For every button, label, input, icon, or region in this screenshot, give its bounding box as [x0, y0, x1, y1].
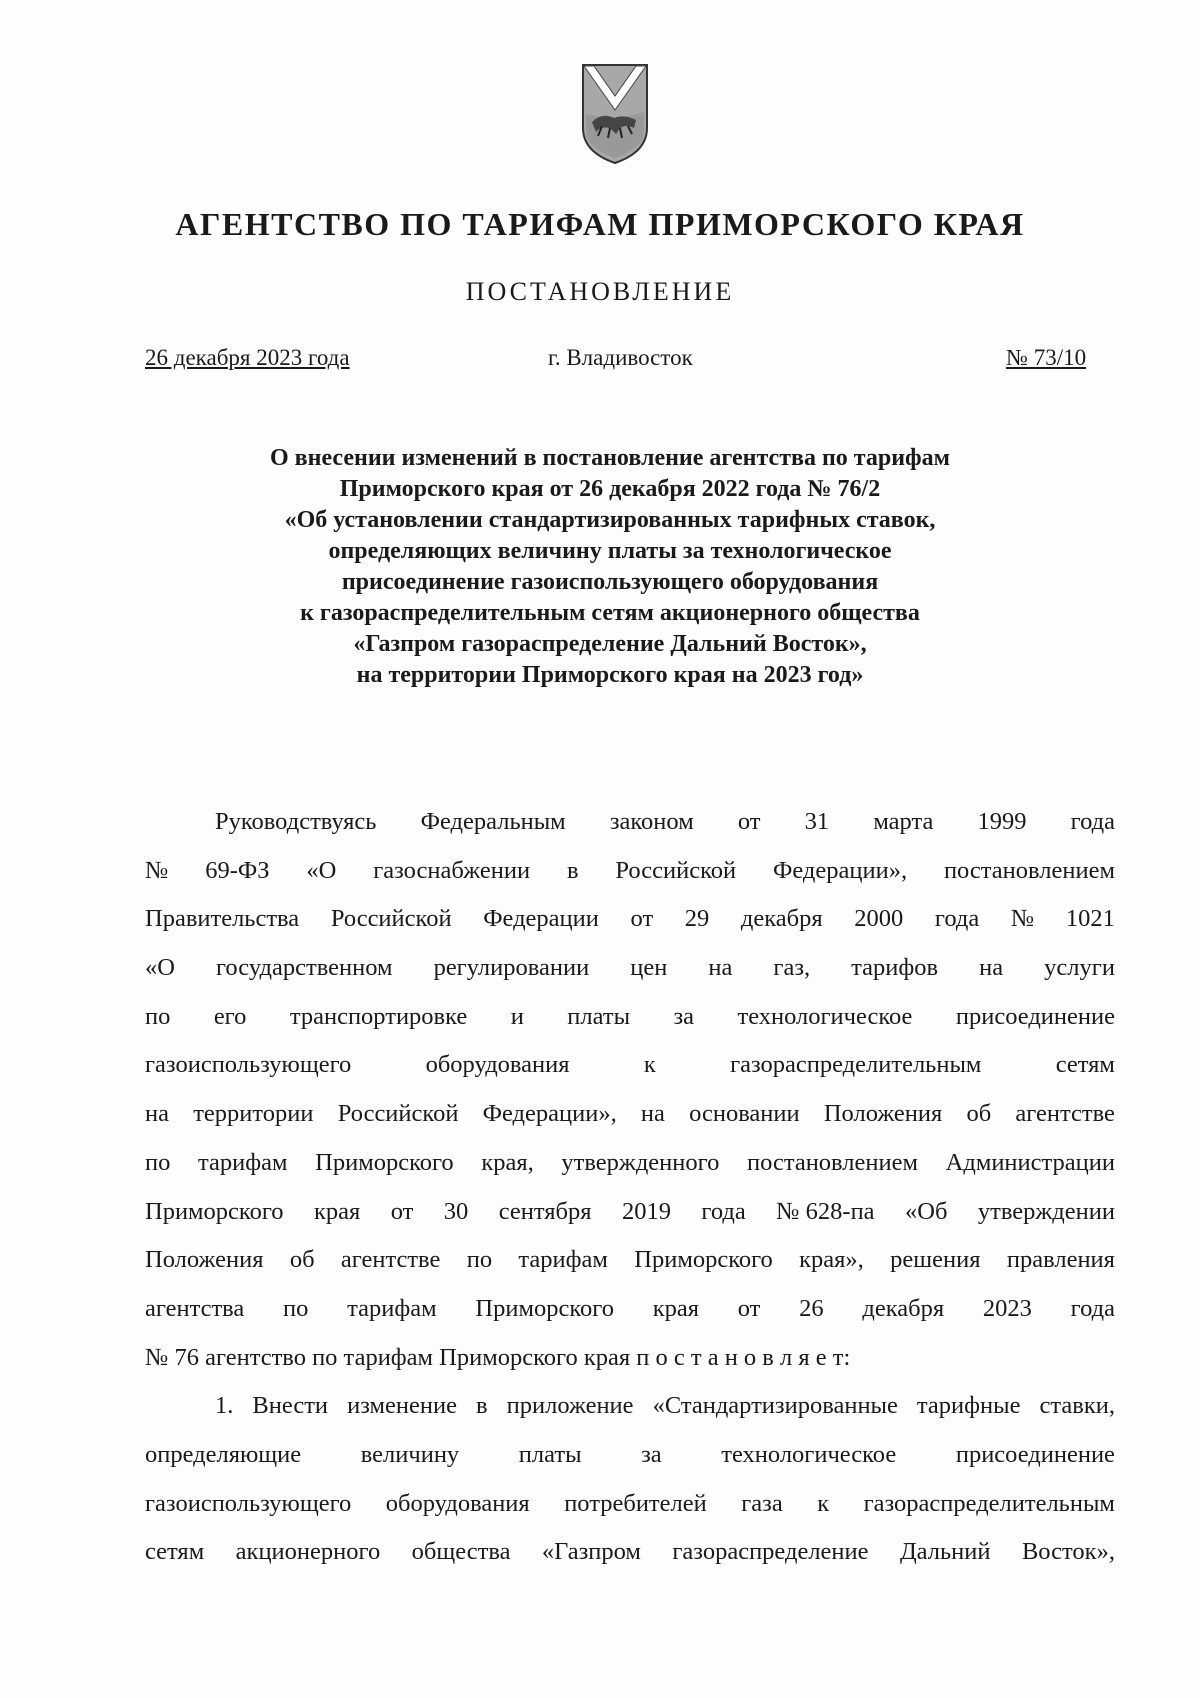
- body-word: технологическое: [721, 1440, 897, 1468]
- body-word: края,: [481, 1148, 534, 1176]
- body-word: 1999: [977, 808, 1027, 835]
- title-line: Приморского края от 26 декабря 2022 года № 76/2: [339, 476, 881, 502]
- title-line: к газораспределительным сетям акционерного общества: [300, 600, 920, 626]
- body-word: технологическое: [737, 1002, 913, 1030]
- body-word: 69-ФЗ: [205, 856, 270, 884]
- document-type: ПОСТАНОВЛЕНИЕ: [465, 277, 735, 306]
- body-word: к: [643, 1051, 656, 1079]
- body-word: на: [145, 1100, 169, 1128]
- title-line: на территории Приморского края на 2023 год»: [356, 662, 864, 688]
- body-word: «О: [306, 856, 337, 884]
- title-line: «Об установлении стандартизированных тарифных ставок,: [284, 507, 936, 533]
- body-word: №: [145, 856, 169, 884]
- document-body: [145, 798, 1115, 1577]
- body-line: [145, 1528, 1115, 1577]
- body-word: в: [566, 856, 579, 884]
- body-word: газоиспользующего: [145, 1051, 352, 1079]
- body-word: марта: [873, 808, 934, 835]
- body-word: от: [630, 905, 654, 933]
- body-word: агентстве: [340, 1246, 441, 1274]
- body-word: 2019: [621, 1197, 671, 1225]
- body-word: года: [701, 1197, 746, 1225]
- body-word: в: [476, 1392, 488, 1420]
- body-word: услуги: [1044, 954, 1115, 982]
- body-word: края: [652, 1294, 699, 1322]
- body-word: по: [145, 1148, 171, 1176]
- body-word: платы: [567, 1002, 631, 1030]
- body-word: утверждении: [977, 1197, 1115, 1225]
- body-line: [145, 1236, 1115, 1285]
- body-word: основании: [689, 1100, 800, 1128]
- body-word: Руководствуясь: [215, 808, 377, 835]
- body-line: [145, 895, 1115, 944]
- body-word: года: [1070, 808, 1115, 835]
- body-word: изменение: [347, 1392, 457, 1420]
- body-word: «Газпром: [541, 1538, 641, 1566]
- document-title: [150, 443, 1070, 691]
- body-word: оборудования: [385, 1489, 530, 1517]
- agency-name: АГЕНТСТВО ПО ТАРИФАМ ПРИМОРСКОГО КРАЯ: [175, 206, 1025, 242]
- body-word: 29: [684, 905, 710, 933]
- body-word: за: [641, 1440, 662, 1468]
- body-word: 30: [443, 1197, 469, 1225]
- body-word: тарифные: [916, 1392, 1021, 1420]
- body-word: года: [934, 905, 980, 933]
- body-line: [145, 944, 1115, 993]
- body-word: сетям: [1055, 1051, 1115, 1079]
- body-word: присоединение: [955, 1002, 1115, 1030]
- body-word: агентстве: [1015, 1100, 1115, 1128]
- body-word: №: [1010, 905, 1035, 933]
- body-word: Положения: [823, 1100, 943, 1128]
- body-word: Приморского: [634, 1246, 773, 1274]
- body-word: на: [708, 954, 733, 982]
- body-word: к: [817, 1489, 830, 1517]
- body-word: Приморского: [475, 1294, 614, 1322]
- body-word: декабря: [740, 905, 823, 933]
- body-word: за: [673, 1002, 695, 1030]
- body-word: Федерации»,: [482, 1100, 617, 1128]
- body-word: определяющие: [145, 1440, 302, 1468]
- body-word: утвержденного: [561, 1148, 720, 1176]
- body-word: края»,: [799, 1246, 864, 1274]
- body-word: Положения: [145, 1246, 264, 1274]
- body-word: Российской: [615, 856, 737, 884]
- body-word: его: [213, 1002, 247, 1030]
- body-word: на: [640, 1100, 665, 1128]
- body-word: 1.: [215, 1392, 234, 1420]
- body-word: газораспределительным: [730, 1051, 982, 1079]
- body-word: приложение: [506, 1392, 634, 1420]
- body-word: транспортировке: [289, 1002, 468, 1030]
- body-word: газоснабжении: [373, 856, 531, 884]
- body-word: величину: [360, 1440, 460, 1468]
- body-line: [145, 1139, 1115, 1188]
- body-word: декабря: [862, 1294, 945, 1322]
- body-word: газораспределительным: [863, 1489, 1115, 1517]
- body-word: территории: [193, 1100, 314, 1128]
- body-word: Правительства: [145, 905, 300, 933]
- body-word: от: [737, 808, 761, 835]
- body-word: тарифам: [518, 1246, 608, 1274]
- body-word: тарифов: [851, 954, 939, 982]
- body-word: Федерации»,: [772, 856, 908, 884]
- body-word: цен: [630, 954, 668, 982]
- body-word: постановлением: [746, 1148, 919, 1176]
- body-word: газораспределение: [672, 1538, 869, 1566]
- document-city: г. Владивосток: [548, 345, 693, 370]
- body-word: от: [737, 1294, 761, 1322]
- coat-of-arms-icon: [580, 62, 650, 166]
- body-line: [145, 1382, 1115, 1431]
- body-word: «Об: [905, 1197, 948, 1225]
- body-word: 26: [799, 1294, 824, 1322]
- body-line: [145, 993, 1115, 1042]
- body-word: постановлением: [943, 856, 1115, 884]
- body-line: [145, 798, 1115, 847]
- document-date: 26 декабря 2023 года: [145, 345, 350, 370]
- body-word: газ,: [773, 954, 811, 982]
- body-line: [145, 1334, 1115, 1383]
- body-word: Дальний: [899, 1538, 991, 1566]
- document-number: № 73/10: [1006, 345, 1087, 370]
- body-word: регулировании: [433, 954, 590, 982]
- body-word: 2023: [982, 1294, 1032, 1322]
- body-line: [145, 1431, 1115, 1480]
- body-word: государственном: [215, 954, 393, 982]
- body-line: [145, 1188, 1115, 1237]
- body-word: тарифам: [347, 1294, 437, 1322]
- body-word: Приморского: [315, 1148, 454, 1176]
- body-word: края: [313, 1197, 361, 1225]
- body-word: года: [1070, 1294, 1115, 1322]
- title-line: О внесении изменений в постановление агентства по тарифам: [270, 445, 950, 471]
- body-word: оборудования: [425, 1051, 570, 1079]
- body-word: от: [390, 1197, 414, 1225]
- body-line: [145, 1041, 1115, 1090]
- body-word: правления: [1006, 1246, 1115, 1274]
- body-word: № 76 агентство по тарифам Приморского края п о с т а н о в л я е т:: [145, 1343, 851, 1371]
- body-word: тарифам: [198, 1148, 288, 1176]
- body-word: газоиспользующего: [145, 1489, 352, 1517]
- body-word: по: [466, 1246, 493, 1274]
- body-word: 31: [804, 808, 830, 835]
- body-word: ставки,: [1039, 1392, 1115, 1420]
- title-line: определяющих величину платы за технологическое: [328, 538, 892, 564]
- body-word: агентства: [145, 1294, 245, 1322]
- body-line: [145, 1090, 1115, 1139]
- title-line: присоединение газоиспользующего оборудования: [341, 569, 879, 595]
- body-line: [145, 1480, 1115, 1529]
- title-line: «Газпром газораспределение Дальний Восток»,: [353, 631, 867, 657]
- body-word: и: [510, 1002, 524, 1030]
- body-word: Восток»,: [1021, 1538, 1115, 1566]
- body-word: 1021: [1065, 905, 1115, 933]
- body-word: решения: [890, 1246, 981, 1274]
- body-word: сентября: [498, 1197, 592, 1225]
- body-word: об: [966, 1100, 992, 1128]
- body-word: по: [283, 1294, 309, 1322]
- body-word: 2000: [854, 905, 904, 933]
- body-word: об: [289, 1246, 315, 1274]
- body-word: потребителей: [564, 1489, 707, 1517]
- body-word: Российской: [337, 1100, 459, 1128]
- body-word: на: [979, 954, 1004, 982]
- body-word: законом: [609, 808, 694, 835]
- body-word: присоединение: [955, 1440, 1115, 1468]
- body-word: газа: [741, 1489, 783, 1517]
- body-word: Администрации: [945, 1148, 1115, 1176]
- body-word: Российской: [330, 905, 452, 933]
- body-word: по: [145, 1002, 171, 1030]
- body-word: «Стандартизированные: [652, 1392, 898, 1420]
- body-word: Федеральным: [420, 808, 566, 835]
- body-word: «О: [145, 954, 175, 982]
- body-word: Федерации: [483, 905, 599, 933]
- body-word: № 628-па: [776, 1197, 875, 1225]
- body-line: [145, 847, 1115, 896]
- body-word: общества: [411, 1538, 511, 1566]
- body-word: платы: [518, 1440, 582, 1468]
- body-word: сетям: [145, 1538, 205, 1566]
- body-word: Приморского: [145, 1197, 284, 1225]
- body-line: [145, 1285, 1115, 1334]
- body-word: акционерного: [235, 1538, 381, 1566]
- body-word: Внести: [252, 1392, 329, 1420]
